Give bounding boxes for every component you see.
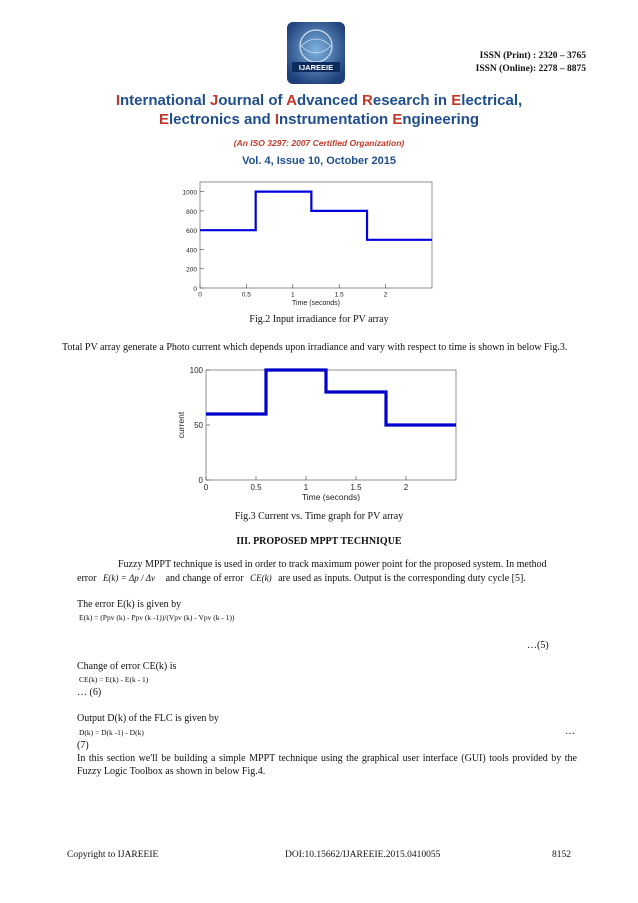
x-axis-label: Time (seconds) — [292, 300, 340, 307]
title-fragment: I — [115, 92, 121, 109]
x-tick-label: 1 — [303, 483, 309, 492]
irradiance-chart — [170, 178, 440, 308]
x-tick-label: 2 — [403, 483, 409, 492]
title-fragment: I — [274, 111, 280, 128]
title-fragment: lectronics and — [168, 111, 275, 128]
svg-text:IJAREEIE: IJAREEIE — [298, 63, 334, 72]
footer-doi: DOI:10.15662/IJAREEIE.2015.0410055 — [285, 850, 441, 860]
title-fragment: ngineering — [402, 111, 480, 128]
x-tick-label: 0.5 — [241, 291, 251, 299]
x-axis-label: Time (seconds) — [301, 492, 361, 502]
change-of-error-intro: Change of error CE(k) is — [77, 661, 177, 672]
title-fragment: E — [392, 111, 403, 128]
error-intro: The error E(k) is given by — [77, 599, 182, 610]
equation-change-of-error: CE(k) — [250, 573, 272, 583]
x-tick-label: 2 — [383, 291, 388, 299]
paragraph-fuzzy-line1: Fuzzy MPPT technique is used in order to track maximum power point for the proposed system. In method — [118, 559, 547, 570]
footer-page-number: 8152 — [552, 850, 571, 860]
issn-online: ISSN (Online): 2278 – 8875 — [475, 64, 586, 74]
journal-title-line1 — [0, 92, 638, 109]
x-tick-label: 1.5 — [350, 483, 362, 492]
title-fragment: esearch in — [372, 92, 452, 109]
equation-number-7: (7) — [77, 740, 89, 751]
current-chart — [176, 364, 466, 504]
y-tick-label: 50 — [194, 421, 203, 430]
title-fragment: nternational — [120, 92, 211, 109]
journal-title-line2 — [0, 111, 638, 128]
equation-error: E(k) = Δp / Δv — [102, 573, 156, 583]
y-tick-label: 100 — [189, 366, 203, 375]
paragraph-fuzzy-line2: error E(k) = Δp / Δv and change of error CE(k) are used as inputs. Output is the corresponding duty cycle [5]. — [77, 573, 526, 584]
equation-number-6: … (6) — [77, 687, 102, 698]
title-fragment: nstrumentation — [279, 111, 393, 128]
plot-area — [200, 182, 432, 288]
y-tick-label: 0 — [198, 476, 203, 485]
x-tick-label: 1.5 — [334, 291, 344, 299]
y-tick-label: 600 — [186, 228, 197, 236]
y-tick-label: 200 — [186, 266, 197, 274]
equation-number-5: …(5) — [527, 640, 549, 651]
figure-3 — [176, 364, 466, 509]
title-fragment: A — [286, 92, 297, 109]
title-fragment: R — [362, 92, 373, 109]
title-fragment: lectrical, — [461, 92, 523, 109]
paragraph-pv-current: Total PV array generate a Photo current which depends upon irradiance and vary with respect to time is shown in below Fig.3. — [62, 342, 568, 353]
title-fragment: E — [451, 92, 462, 109]
error-equation: E(k) = (Ppv (k) - Ppv (k -1))/(Vpv (k) - Vpv (k - 1)) — [79, 613, 235, 622]
figure-2 — [170, 178, 440, 313]
title-fragment: ournal of — [218, 92, 287, 109]
output-equation-dots: … — [565, 726, 575, 737]
volume-issue: Vol. 4, Issue 10, October 2015 — [242, 155, 396, 167]
x-tick-label: 0.5 — [250, 483, 262, 492]
x-tick-label: 0 — [203, 483, 209, 492]
title-fragment: J — [210, 92, 219, 109]
journal-logo — [283, 20, 349, 86]
section-heading: III. PROPOSED MPPT TECHNIQUE — [236, 536, 402, 547]
issn-print: ISSN (Print) : 2320 – 3765 — [479, 51, 586, 61]
output-intro: Output D(k) of the FLC is given by — [77, 713, 219, 724]
figure-2-caption: Fig.2 Input irradiance for PV array — [249, 314, 389, 325]
figure-3-caption: Fig.3 Current vs. Time graph for PV array — [234, 511, 404, 522]
y-tick-label: 800 — [186, 208, 197, 216]
title-fragment: dvanced — [297, 92, 363, 109]
y-tick-label: 0 — [193, 286, 197, 293]
footer-copyright: Copyright to IJAREEIE — [67, 850, 159, 860]
x-tick-label: 1 — [290, 291, 295, 299]
output-equation: D(k) = D(k -1) - D(k) — [79, 728, 144, 737]
y-axis-label: current — [176, 411, 186, 439]
issn-block — [476, 50, 586, 76]
iso-certification: (An ISO 3297: 2007 Certified Organization) — [233, 138, 405, 148]
change-of-error-equation: CE(k) = E(k) - E(k - 1) — [79, 675, 149, 684]
y-tick-label: 400 — [186, 247, 197, 255]
paragraph-gui-tools: In this section we'll be building a simple MPPT technique using the graphical user interface (GUI) tools provided by the Fuzzy Logic Toolbox as shown in below Fig.4. — [77, 753, 577, 777]
y-tick-label: 1000 — [182, 189, 197, 197]
title-fragment: E — [158, 111, 169, 128]
x-tick-label: 0 — [198, 291, 202, 299]
